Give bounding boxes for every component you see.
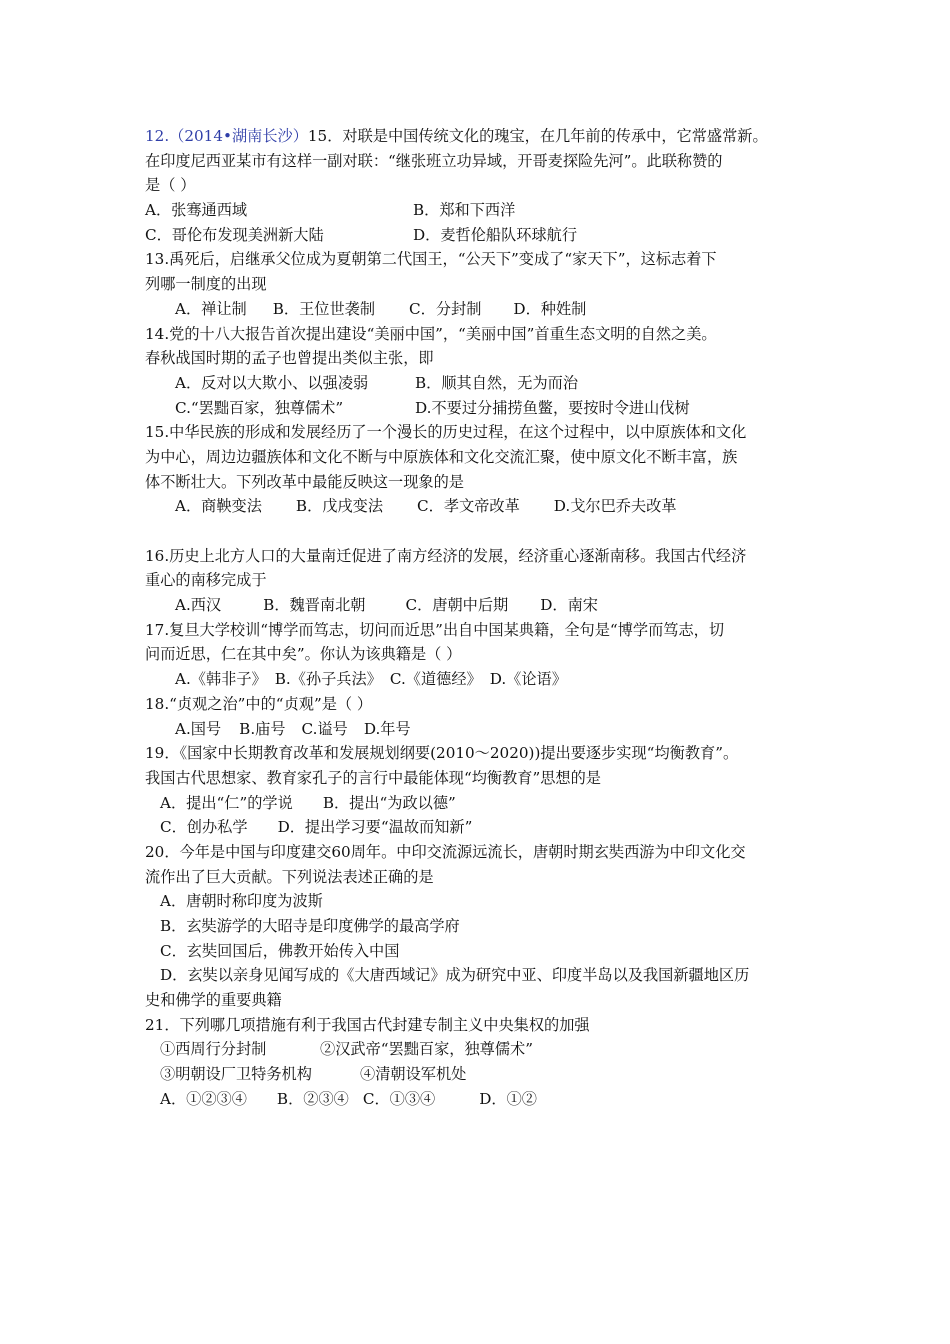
option-c: C．①③④ [362,1089,436,1108]
option-d: D．南宋 [540,596,598,615]
option-c: C．创办私学 [160,818,248,837]
item-3: ③明朝设厂卫特务机构 [160,1065,312,1084]
option-c: C．哥伦布发现美洲新大陆 [145,225,324,244]
option-d: D．种姓制 [513,299,587,318]
item-2: ②汉武帝“罢黜百家，独尊儒术” [320,1040,533,1059]
option-d: D.戈尔巴乔夫改革 [553,497,677,516]
option-b: B．顺其自然，无为而治 [415,373,579,392]
option-c: C．玄奘回国后，佛教开始传入中国 [160,941,400,960]
question-19-options-row-2 [145,815,810,840]
question-15-options [145,494,810,519]
question-15-line-1: 15.中华民族的形成和发展经历了一个漫长的历史过程，在这个过程中，以中原族体和文化 [145,423,747,442]
question-16-options [145,593,810,618]
question-13-options [145,297,810,322]
option-d: D．①② [479,1089,537,1108]
option-a: A．禅让制 [175,299,247,318]
option-a: A.西汉 [175,596,222,615]
question-13-line-1: 13.禹死后，启继承父位成为夏朝第二代国王，“公天下”变成了“家天下”，这标志着下 [145,250,717,269]
option-b: B．戊戌变法 [295,497,384,516]
question-14-line-2: 春秋战国时期的孟子也曾提出类似主张，即 [145,349,434,368]
question-12-source: 12.（2014•湖南长沙） [145,127,308,145]
question-21-options [145,1087,810,1112]
question-21-items-row-2 [145,1062,810,1087]
question-18-options [145,717,810,742]
option-c: C．分封制 [409,299,482,318]
item-4: ④清朝设军机处 [360,1065,467,1084]
question-17-line-2: 问而近思，仁在其中矣”。你认为该典籍是（ ） [145,645,462,664]
option-a: A.《韩非子》 [175,670,267,689]
option-c: C．孝文帝改革 [417,497,520,516]
question-12-line-3: 是（ ） [145,176,196,195]
option-c: C．唐朝中后期 [405,596,509,615]
item-1: ①西周行分封制 [160,1040,267,1059]
option-a: A．唐朝时称印度为波斯 [160,892,323,911]
question-17-line-1: 17.复旦大学校训“博学而笃志，切问而近思”出自中国某典籍，全句是“博学而笃志，切 [145,620,725,639]
option-a: A.国号 [175,719,222,738]
option-d: D．麦哲伦船队环球航行 [413,225,578,244]
option-c: C.“罢黜百家，独尊儒术” [175,398,344,417]
question-16-line-1: 16.历史上北方人口的大量南迁促进了南方经济的发展，经济重心逐渐南移。我国古代经济 [145,546,747,565]
option-a: A．商鞅变法 [175,497,262,516]
question-list [145,124,810,1112]
option-b: B.庙号 [239,719,286,738]
option-a: A．张骞通西域 [145,201,248,220]
question-12-options-row-1 [145,198,810,223]
question-19-line-2: 我国古代思想家、教育家孔子的言行中最能体现“均衡教育”思想的是 [145,768,601,787]
question-17-options [145,667,810,692]
option-a: A．①②③④ [160,1089,247,1108]
option-b: B．提出“为政以德” [322,793,456,812]
question-12-line-2: 在印度尼西亚某市有这样一副对联：“继张班立功异域，开哥麦探险先河”。此联称赞的 [145,151,723,170]
question-14-options-row-1 [145,371,810,396]
option-a: A．提出“仁”的学说 [160,793,293,812]
question-14-line-1: 14.党的十八大报告首次提出建设“美丽中国”，“美丽中国”首重生态文明的自然之美。 [145,324,717,343]
spacer [145,519,810,544]
question-12-line-1: 12.（2014•湖南长沙）15．对联是中国传统文化的瑰宝，在几年前的传承中，它常盛常新。 [145,127,768,145]
question-15-line-2: 为中心，周边边疆族体和文化不断与中原族体和文化交流汇聚，使中原文化不断丰富，族 [145,447,738,466]
question-15-line-3: 体不断壮大。下列改革中最能反映这一现象的是 [145,472,464,491]
question-12-options-row-2 [145,223,810,248]
question-20-line-2: 流作出了巨大贡献。下列说法表述正确的是 [145,867,434,886]
option-d: D．提出学习要“温故而知新” [277,818,473,837]
option-b: B.《孙子兵法》 [274,670,382,689]
option-d: D.不要过分捕捞鱼鳖，要按时令进山伐树 [415,398,690,417]
option-b: B．魏晋南北朝 [263,596,366,615]
question-20-line-1: 20．今年是中国与印度建交60周年。中印交流源远流长，唐朝时期玄奘西游为中印文化交 [145,842,746,861]
question-13-line-2: 列哪一制度的出现 [145,275,267,294]
option-b: B．②③④ [276,1089,349,1108]
question-18-line-1: 18.“贞观之治”中的“贞观”是（ ） [145,694,373,713]
option-d-continuation: 史和佛学的重要典籍 [145,991,282,1010]
option-c: C.《道德经》 [389,670,482,689]
question-19-line-1: 19．《国家中长期教育改革和发展规划纲要(2010～2020))提出要逐步实现“均衡教育”。 [145,744,739,763]
question-21-line-1: 21．下列哪几项措施有利于我国古代封建专制主义中央集权的加强 [145,1015,590,1034]
question-16-line-2: 重心的南移完成于 [145,571,267,590]
question-19-options-row-1 [145,791,810,816]
option-b: B．郑和下西洋 [413,201,516,220]
option-d: D．玄奘以亲身见闻写成的《大唐西域记》成为研究中亚、印度半岛以及我国新疆地区历 [160,966,750,985]
option-a: A．反对以大欺小、以强凌弱 [175,373,369,392]
option-d: D.《论语》 [489,670,567,689]
question-14-options-row-2 [145,396,810,421]
option-d: D.年号 [363,719,411,738]
question-21-items-row-1 [145,1037,810,1062]
option-c: C.谥号 [301,719,348,738]
option-b: B．王位世袭制 [272,299,376,318]
option-b: B．玄奘游学的大昭寺是印度佛学的最高学府 [160,917,460,935]
